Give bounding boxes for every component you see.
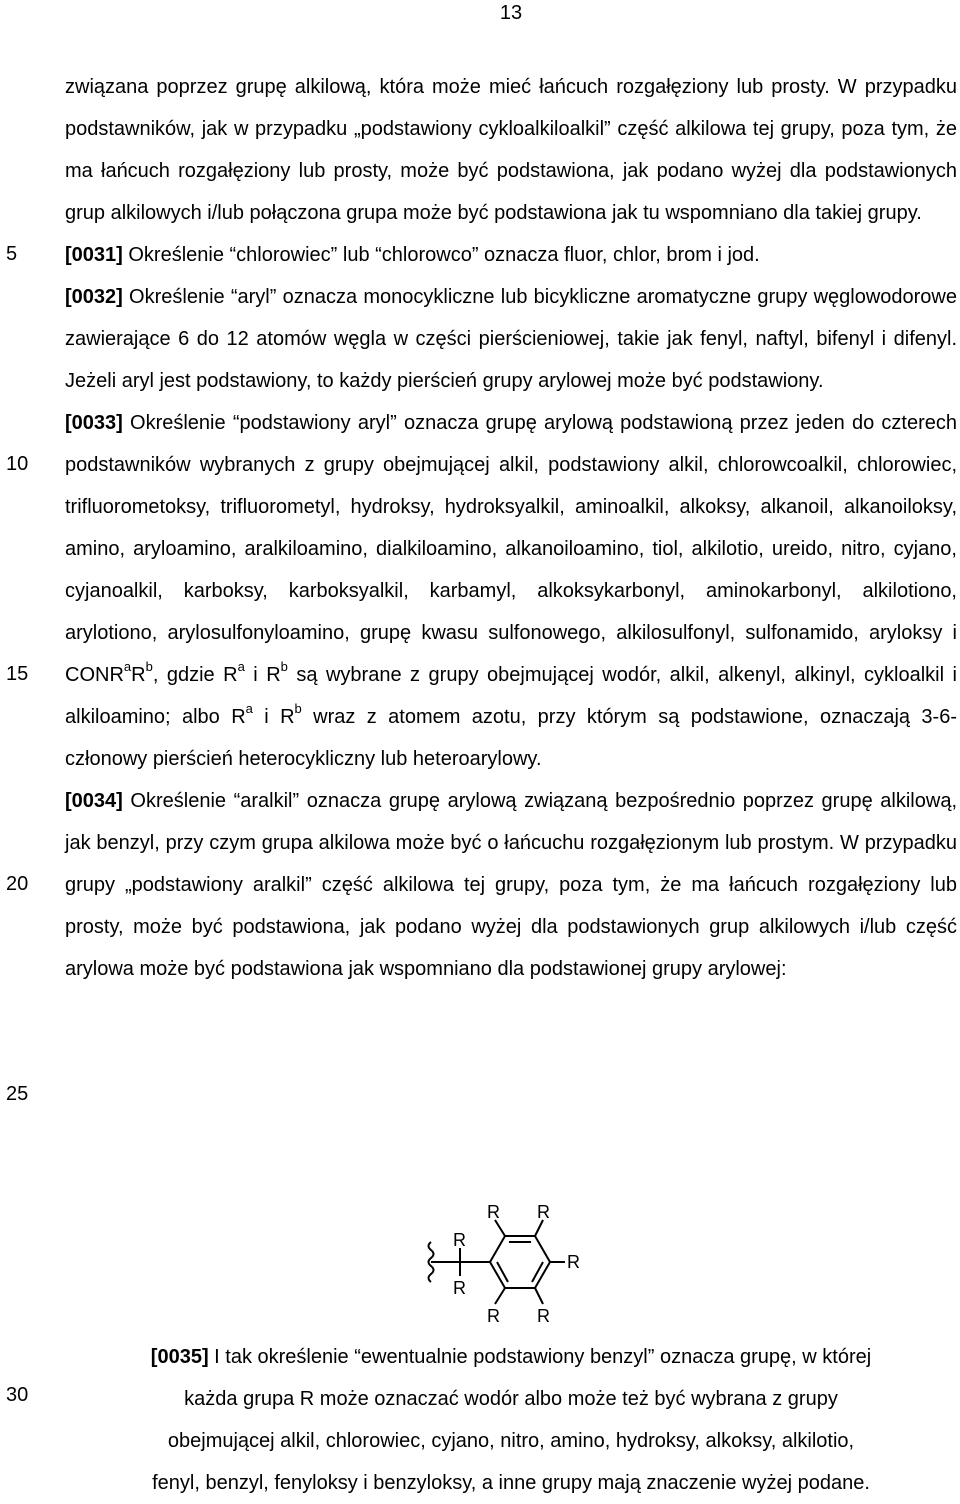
paragraph-text: są wybrane z grupy obejmującej wodór, alkil, alkenyl, alkinyl, cykloalkil i alkiloamino; albo R [65, 664, 957, 728]
benzyl-structure-diagram [415, 1198, 585, 1328]
substituent-label: R [567, 1252, 580, 1272]
paragraph-text: Określenie “podstawiony aryl” oznacza grupę arylową podstawioną przez jeden do czterech podstawników wybranych z grupy obejmującej alkil, podstawiony alkil, chlorowcoalkil, chlorowiec, trifluorometoksy, trifluorometyl, hydroksy, hydroksyalkil, aminoalkil, alkoksy, alkanoil, alkanoiloksy, amino, aryloamino, aralkiloamino, dialkiloamino, alkanoiloamino, tiol, alkilotio, ureido, nitro, cyjano, cyjanoalkil, karboksy, karboksyalkil, karbamyl, alkoksykarbonyl, aminokarbonyl, alkilotiono, arylotiono, arylosulfonyloamino, grupę kwasu sulfonowego, alkilosulfonyl, sulfonamido, aryloksy i CONR [65, 412, 957, 686]
paragraph-text: i R [252, 706, 295, 728]
double-bond [532, 1262, 543, 1282]
superscript: b [280, 659, 288, 675]
bond [495, 1288, 505, 1304]
paragraph-tag: [0035] [150, 1346, 209, 1368]
paragraph-0031 [65, 234, 957, 276]
bond [535, 1288, 543, 1304]
paragraph-text: , gdzie R [152, 664, 238, 686]
body-text [65, 66, 957, 990]
superscript: b [145, 659, 153, 675]
paragraph-text: I tak określenie “ewentualnie podstawiony benzyl” oznacza grupę, w której [208, 1346, 872, 1368]
paragraph-continued: związana poprzez grupę alkilową, która może mieć łańcuch rozgałęziony lub prosty. W przypadku podstawników, jak w przypadku „podstawiony cykloalkiloalkil” część alkilowa tej grupy, poza tym, że ma łańcuch rozgałęziony lub prosty, może być podstawiona, jak podano wyżej dla podstawionych grup alkilowych i/lub połączona grupa może być podstawiona jak tu wspomniano dla takiej grupy. [65, 76, 957, 224]
line-number: 5 [6, 243, 18, 265]
substituent-label: R [487, 1306, 500, 1326]
paragraph-tag: [0034] [65, 790, 123, 812]
paragraph-line: fenyl, benzyl, fenyloksy i benzyloksy, a inne grupy mają znaczenie wyżej podane. [152, 1472, 870, 1494]
paragraph-line: każda grupa R może oznaczać wodór albo może też być wybrana z grupy [184, 1388, 838, 1410]
paragraph-0033 [65, 402, 957, 780]
bond [535, 1220, 543, 1236]
paragraph-text: R [131, 664, 146, 686]
paragraph-0035 [62, 1336, 960, 1504]
paragraph-tag: [0032] [65, 286, 123, 308]
paragraph-tag: [0031] [65, 244, 123, 266]
paragraph-text: Określenie “aralkil” oznacza grupę arylową związaną bezpośrednio poprzez grupę alkilową, jak benzyl, przy czym grupa alkilowa może być o łańcuchu rozgałęzionym lub prostym. W przypadku grupy „podstawiony aralkil” część alkilowa tej grupy, poza tym, że ma łańcuch rozgałęziony lub prosty, może być podstawiona, jak podano wyżej dla podstawionych grup alkilowych i/lub część arylowa może być podstawiona jak wspomniano dla podstawionej grupy arylowej: [65, 790, 957, 980]
paragraph-line: obejmującej alkil, chlorowiec, cyjano, nitro, amino, hydroksy, alkoksy, alkilotio, [167, 1430, 855, 1452]
superscript: a [123, 659, 132, 675]
paragraph-text: Określenie “chlorowiec” lub “chlorowco” oznacza fluor, chlor, brom i jod. [122, 244, 760, 266]
superscript: a [237, 659, 245, 675]
substituent-label: R [487, 1202, 500, 1222]
substituent-label: R [537, 1202, 550, 1222]
paragraph-tag: [0033] [65, 412, 123, 434]
superscript: a [245, 701, 253, 717]
paragraph-0032 [65, 276, 957, 402]
line-number: 30 [6, 1384, 29, 1406]
line-number: 10 [6, 453, 29, 475]
paragraph-line [62, 1336, 960, 1378]
substituent-label: R [453, 1278, 466, 1298]
superscript: b [294, 701, 302, 717]
line-number: 20 [6, 873, 29, 895]
line-number: 15 [6, 663, 29, 685]
paragraph-text: Określenie “aryl” oznacza monocykliczne lub bicykliczne aromatyczne grupy węglowodorowe zawierające 6 do 12 atomów węgla w części pierścieniowej, takie jak fenyl, naftyl, bifenyl i difenyl. Jeżeli aryl jest podstawiony, to każdy pierścień grupy arylowej może być podstawiony. [65, 286, 957, 392]
paragraph-text: i R [244, 664, 281, 686]
page-number: 13 [499, 2, 523, 24]
paragraph-0034 [65, 780, 957, 990]
substituent-label: R [453, 1230, 466, 1250]
benzene-ring [490, 1236, 550, 1288]
paragraph-text: wraz z atomem azotu, przy którym są podstawione, oznaczają 3-6-członowy pierścień heterocykliczny lub heteroarylowy. [65, 706, 957, 770]
substituent-label: R [537, 1306, 550, 1326]
double-bond [497, 1262, 508, 1282]
line-number: 25 [6, 1083, 29, 1105]
bond [495, 1220, 505, 1236]
